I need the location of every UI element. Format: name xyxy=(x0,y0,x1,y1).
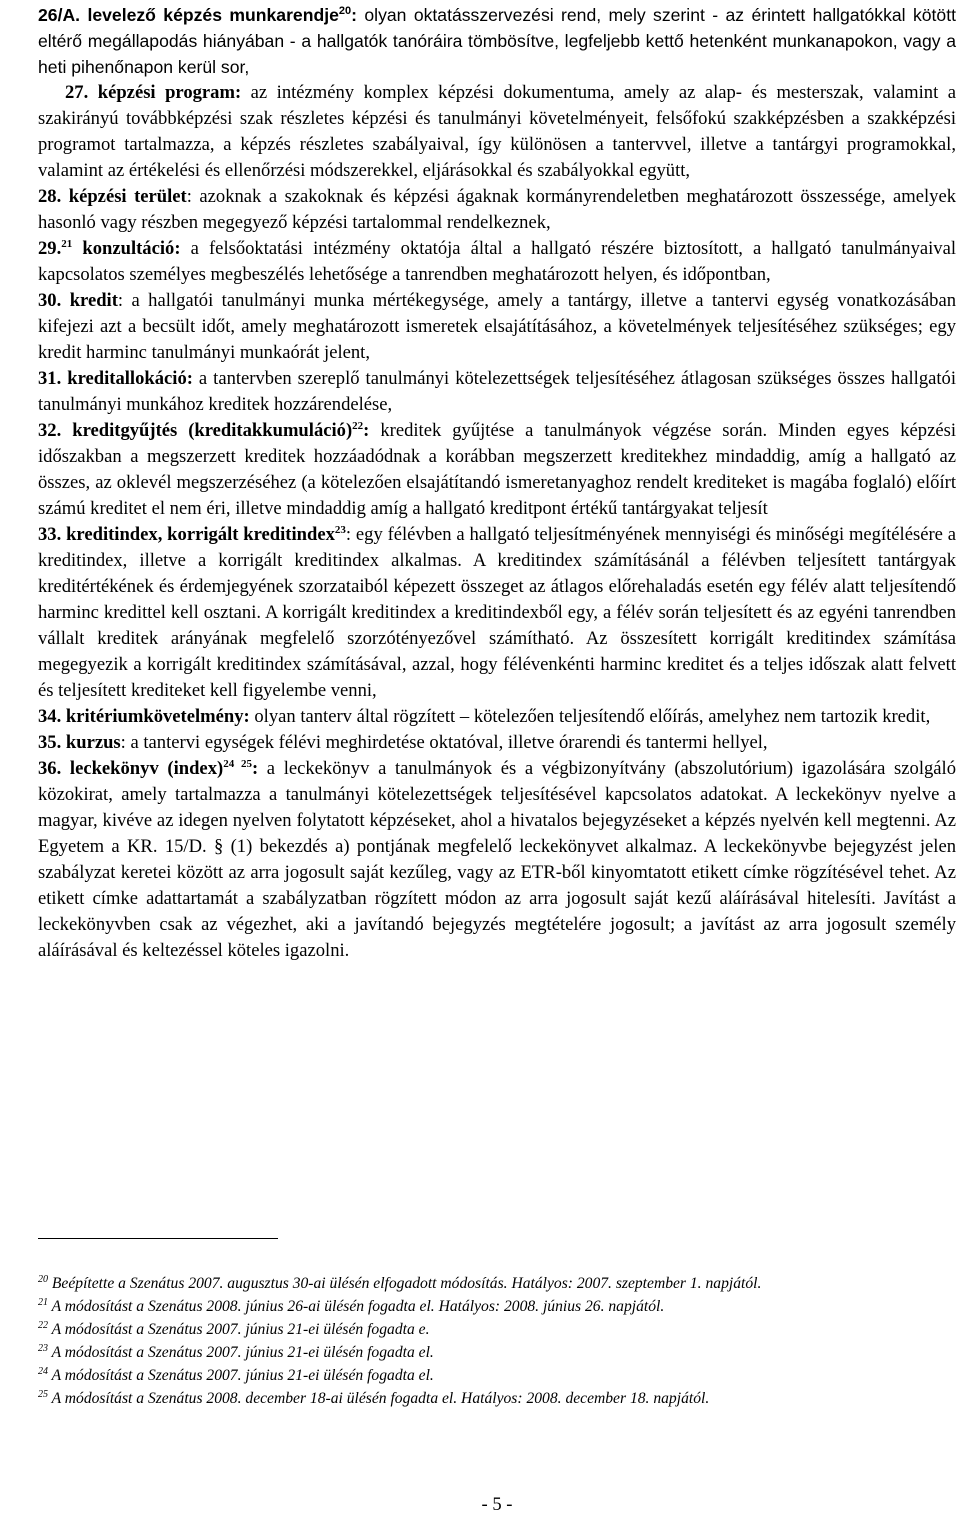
definition-term: kurzus xyxy=(65,732,121,753)
footnote-number: 24 xyxy=(38,1366,48,1377)
definition-number: 35. xyxy=(38,732,62,753)
definition-text: a felsőoktatási intézmény oktatója által a hallgató részére biztosított, a hallgató tanulmányaival kapcsolatos személyes megbeszélés lehetősége a tanrendben meghatározott helyen, és időpontban, xyxy=(38,238,957,285)
footnote-reference: 21 xyxy=(61,238,73,250)
term-colon: : xyxy=(251,758,259,779)
definition-text: kreditek gyűjtése a tanulmányok végzése során. Minden egyes képzési időszakban a megszerzett kreditek hozzáadódnak a korábban megszerzett kreditekhez mindaddig, amíg a hallgató az összes, az oklevél megszerzéséhez (a kötelezően elsajátítandó ismeretanyaghoz rendelt krediteket is magába foglaló) előírt számú kreditet el nem éri, illetve mindaddig amíg a hallgató kreditpont értékű tantárgyakat teljesít xyxy=(38,420,957,519)
definitions-list xyxy=(38,2,956,964)
definition-term: kritériumkövetelmény: xyxy=(65,706,250,727)
definition-27 xyxy=(38,80,956,184)
footnote-reference: 23 xyxy=(334,524,346,536)
definition-text: az intézmény komplex képzési dokumentuma, amely az alap- és mesterszak, valamint a szakirányú továbbképzési szak részletes képzési és tanulmányi követelményeit, felsőfokú szakképzésben a szakképzési programot tartalmazza, a képzés részletes szabályaival, így különösen a tantervvel, illetve a tantárgyi programokkal, valamint az értékelési és ellenőrzési módszerekkel, eljárásokkal és szabályokkal együtt, xyxy=(38,82,956,181)
definition-text: a tantervben szereplő tanulmányi kötelezettségek teljesítéséhez átlagosan szükséges összes hallgatói tanulmányi munkához kreditek hozzárendelése, xyxy=(38,368,957,415)
definition-number: 34. xyxy=(38,706,62,727)
definition-26a xyxy=(38,2,956,80)
definition-number: 26/A. xyxy=(38,5,81,25)
definition-36 xyxy=(38,756,956,964)
footnotes xyxy=(38,1272,956,1410)
definition-30 xyxy=(38,288,956,366)
definition-term: levelező képzés munkarendje xyxy=(87,5,339,25)
definition-31 xyxy=(38,366,956,418)
footnote-text: A módosítást a Szenátus 2007. június 21-ei ülésén fogadta el. xyxy=(51,1344,434,1361)
footnote-23 xyxy=(38,1341,956,1364)
footnote-number: 21 xyxy=(38,1297,48,1308)
footnote-number: 25 xyxy=(38,1389,48,1400)
footnote-number: 23 xyxy=(38,1343,48,1354)
term-colon: : xyxy=(363,420,370,441)
footnote-reference: 20 xyxy=(338,5,352,17)
footnote-20 xyxy=(38,1272,956,1295)
definition-text: : a hallgatói tanulmányi munka mértékegysége, amely a tantárgy, illetve a tantervi egység vonatkozásában kifejezi azt a becsült időt, amely meghatározott ismeretek elsajátításához, a követelmények teljesítéséhez szükséges; egy kredit harminc tanulmányi munkaórát jelent, xyxy=(38,290,956,363)
footnote-text: A módosítást a Szenátus 2007. június 21-ei ülésén fogadta e. xyxy=(51,1321,430,1338)
footnote-text: A módosítást a Szenátus 2007. június 21-ei ülésén fogadta el. xyxy=(51,1367,434,1384)
definition-term: konzultáció: xyxy=(82,238,181,259)
footnote-reference: 22 xyxy=(352,420,364,432)
definition-number: 31. xyxy=(38,368,62,389)
footnote-reference: 24 25 xyxy=(223,758,252,770)
definition-number: 27. xyxy=(65,82,89,103)
definition-number: 29. xyxy=(38,238,62,259)
definition-text: a leckekönyv a tanulmányok és a végbizonyítvány (abszolutórium) igazolására szolgáló közokirat, amely tartalmazza a tanulmányi kötelezettségek teljesítésével kapcsolatos adatokat. A leckekönyv nyelve a magyar, kivéve az idegen nyelven folytatott képzéseket, ahol a hivatalos bejegyzéseket a képzés nyelvén kell megtenni. Az Egyetem a KR. 15/D. § (1) bekezdés a) pontjának megfelelő leckekönyvet alkalmaz. A leckekönyvbe bejegyzést jelen szabályzat keretei között az arra jogosult saját kezűleg, vagy az ETR-ből kinyomtatott etikett címke rögzítésével tehet. Az etikett címke adattartamát a szabályzatban rögzített módon az arra jogosult saját kezű aláírásával hitelesíti. Javítást a leckekönyvben csak az végezhet, aki a javítandó bejegyzés megtételére jogosult; a javítást az arra jogosult személy aláírásával és keltezéssel köteles igazolni. xyxy=(38,758,956,961)
footnote-22 xyxy=(38,1318,956,1341)
definition-35 xyxy=(38,730,956,756)
definition-term: képzési terület xyxy=(68,186,187,207)
definition-number: 28. xyxy=(38,186,62,207)
definition-28 xyxy=(38,184,956,236)
footnote-24 xyxy=(38,1364,956,1387)
definition-term: kreditindex, korrigált kreditindex xyxy=(66,524,335,545)
definition-32 xyxy=(38,418,956,522)
definition-number: 36. xyxy=(38,758,62,779)
definition-term: kredit xyxy=(69,290,118,311)
definition-number: 33. xyxy=(38,524,62,545)
footnote-divider xyxy=(38,1238,278,1239)
footnote-21 xyxy=(38,1295,956,1318)
definition-text: olyan oktatásszervezési rend, mely szerint - az érintett hallgatókkal kötött eltérő megállapodás hiányában - a hallgatók tanóráira tömbösítve, legfeljebb kettő hetenként munkanapokon, vagy a heti pihenőnapon kerül sor, xyxy=(38,5,956,77)
definition-number: 30. xyxy=(38,290,62,311)
footnote-text: Beépítette a Szenátus 2007. augusztus 30-ai ülésén elfogadott módosítás. Hatályos: 2007. szeptember 1. napjától. xyxy=(51,1275,762,1292)
definition-text: : azoknak a szakoknak és képzési ágaknak kormányrendeletben meghatározott összessége, amelyek hasonló vagy részben megegyező képzési tartalommal rendelkeznek, xyxy=(38,186,956,233)
footnote-number: 20 xyxy=(38,1274,48,1285)
footnote-number: 22 xyxy=(38,1320,48,1331)
definition-term: képzési program: xyxy=(97,82,242,103)
definition-29 xyxy=(38,236,956,288)
definition-34 xyxy=(38,704,956,730)
definition-text: : egy félévben a hallgató teljesítményének mennyiségi és minőségi megítélésére a kreditindex, illetve a korrigált kreditindex alkalmas. A kreditindex számításánál a félévben teljesített tantárgyak kreditértékének és érdemjegyének szorzataiból képezett összeget az átlagos előrehaladás esetén egy félév alatt teljesítendő harminc kredittel kell osztani. A korrigált kreditindex a kreditindexből egy, a félév során teljesített és az egyéni tanrendben vállalt kreditek arányának megfelelő szorzótényezővel számítható. Az összesített korrigált kreditindex számítása megegyezik a korrigált kreditindex számításával, azzal, hogy félévenkénti harminc kreditet és a teljes időszak alatt felvett és teljesített krediteket kell figyelembe venni, xyxy=(38,524,956,701)
definition-text: olyan tanterv által rögzített – kötelezően teljesítendő előírás, amelyhez nem tartozik kredit, xyxy=(249,706,931,727)
definition-text: : a tantervi egységek félévi meghirdetése oktatóval, illetve órarendi és tantermi hellyel, xyxy=(120,732,768,753)
page-number: - 5 - xyxy=(481,1494,513,1515)
definition-term: leckekönyv (index) xyxy=(69,758,224,779)
footnote-25 xyxy=(38,1387,956,1410)
definition-term: kreditgyűjtés (kreditakkumuláció) xyxy=(72,420,353,441)
term-colon: : xyxy=(351,5,357,25)
definition-term: kreditallokáció: xyxy=(67,368,193,389)
definition-33 xyxy=(38,522,956,704)
footnote-text: A módosítást a Szenátus 2008. december 18-ai ülésén fogadta el. Hatályos: 2008. december 18. napjától. xyxy=(51,1390,710,1407)
footnote-text: A módosítást a Szenátus 2008. június 26-ai ülésén fogadta el. Hatályos: 2008. június 26. napjától. xyxy=(51,1298,665,1315)
definition-number: 32. xyxy=(38,420,62,441)
